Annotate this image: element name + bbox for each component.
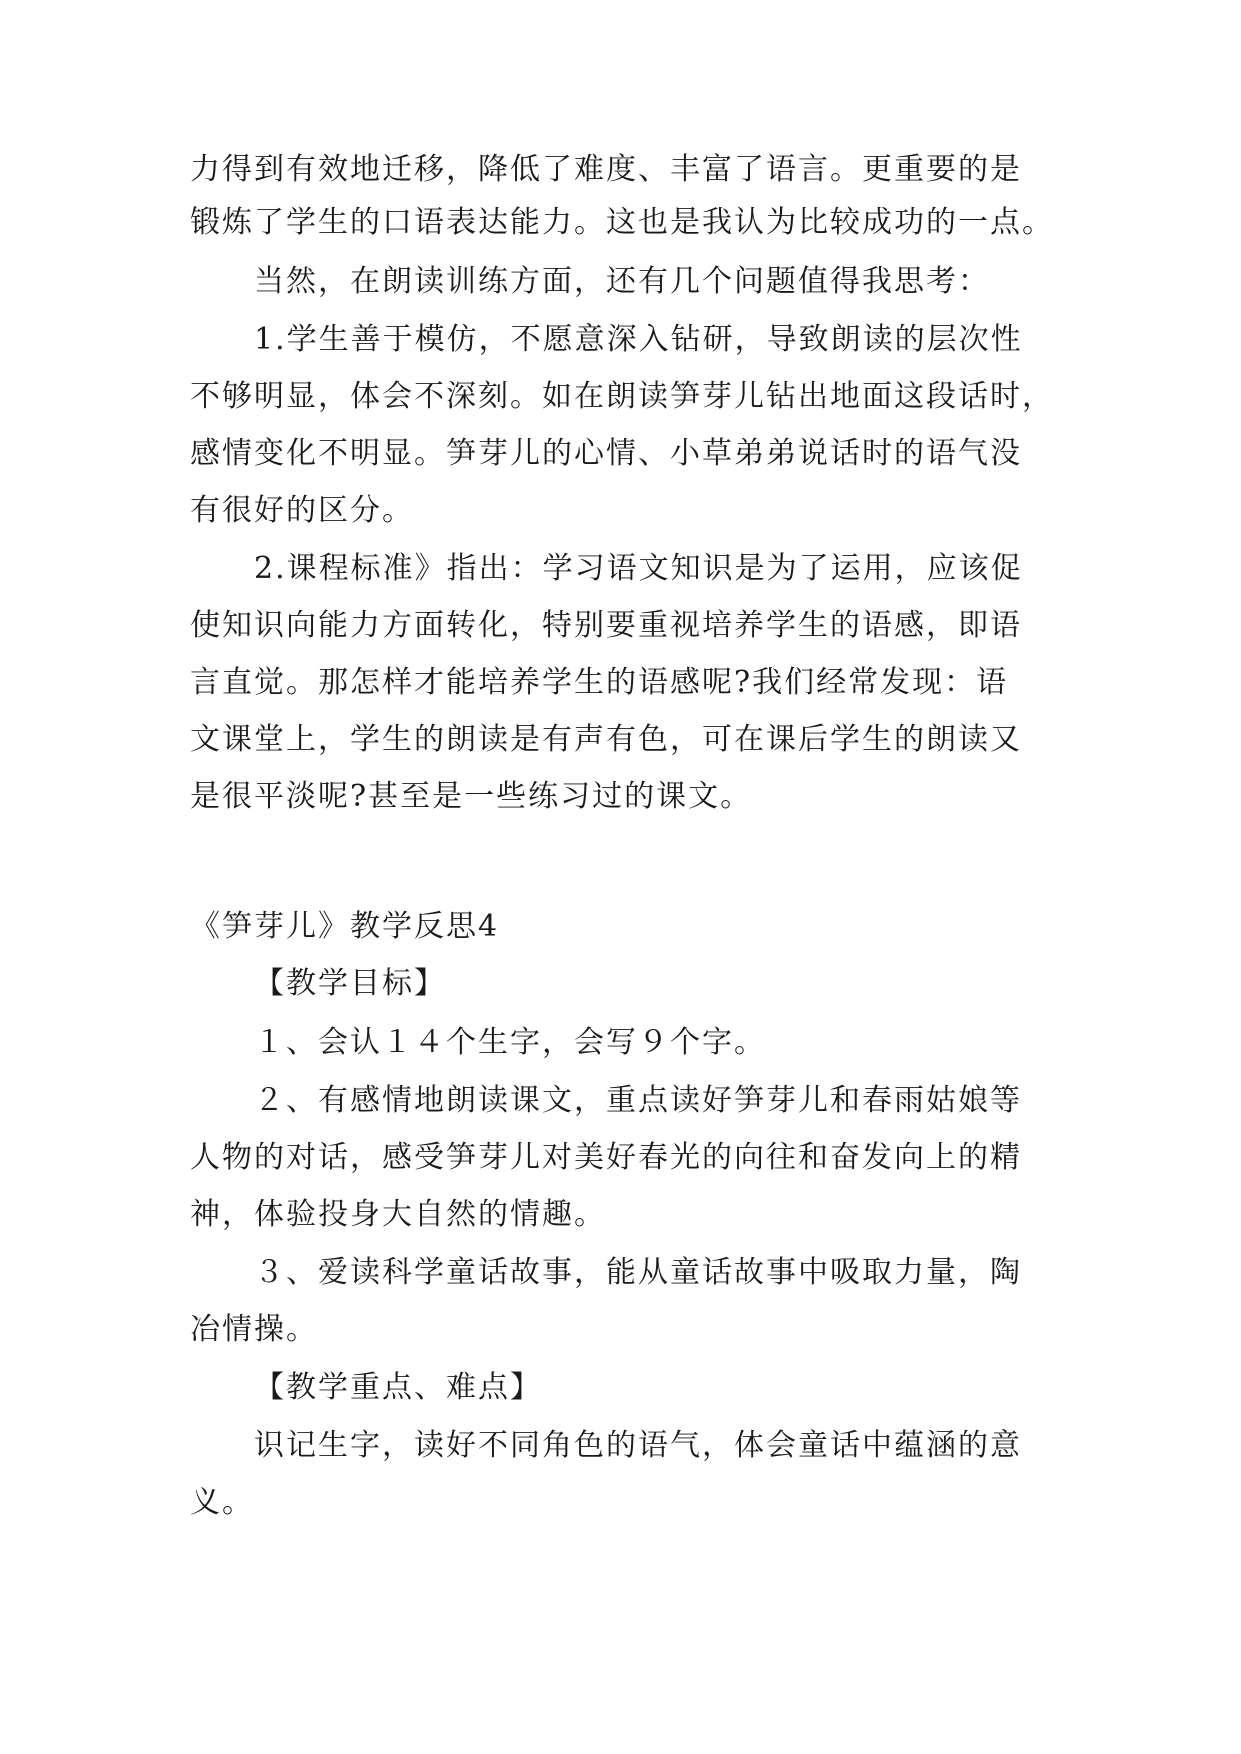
- section-heading: 【教学重点、难点】: [254, 1370, 542, 1405]
- list-item: ２、有感情地朗读课文，重点读好笋芽儿和春雨姑娘等: [254, 1083, 1022, 1118]
- text-line: 人物的对话，感受笋芽儿对美好春光的向往和奋发向上的精: [190, 1140, 1022, 1175]
- text-line: 义。: [190, 1485, 254, 1520]
- section-heading: 【教学目标】: [254, 966, 446, 1001]
- text-line: 神，体验投身大自然的情趣。: [190, 1197, 606, 1232]
- text-line: 2.课程标准》指出：学习语文知识是为了运用，应该促: [254, 551, 1023, 586]
- section-title: 《笋芽儿》教学反思4: [190, 909, 500, 944]
- text-line: 是很平淡呢?甚至是一些练习过的课文。: [190, 779, 753, 814]
- text-line: 文课堂上，学生的朗读是有声有色，可在课后学生的朗读又: [190, 722, 1022, 757]
- text-line: 感情变化不明显。笋芽儿的心情、小草弟弟说话时的语气没: [190, 436, 1022, 471]
- text-line: 使知识向能力方面转化，特别要重视培养学生的语感，即语: [190, 608, 1022, 643]
- text-line: 不够明显，体会不深刻。如在朗读笋芽儿钻出地面这段话时，: [190, 379, 1054, 414]
- text-line: 有很好的区分。: [190, 493, 414, 528]
- text-line: 冶情操。: [190, 1312, 318, 1347]
- text-line: 识记生字，读好不同角色的语气，体会童话中蕴涵的意: [254, 1428, 1022, 1463]
- list-item: １、会认１４个生字，会写９个字。: [254, 1025, 766, 1060]
- text-line: 力得到有效地迁移，降低了难度、丰富了语言。更重要的是: [190, 152, 1022, 187]
- text-line: 当然，在朗读训练方面，还有几个问题值得我思考：: [254, 264, 990, 299]
- text-line: 言直觉。那怎样才能培养学生的语感呢?我们经常发现：语: [190, 665, 1009, 700]
- list-item: ３、爱读科学童话故事，能从童话故事中吸取力量，陶: [254, 1255, 1022, 1290]
- text-line: 1.学生善于模仿，不愿意深入钻研，导致朗读的层次性: [254, 322, 1023, 357]
- text-line: 锻炼了学生的口语表达能力。这也是我认为比较成功的一点。: [190, 205, 1054, 240]
